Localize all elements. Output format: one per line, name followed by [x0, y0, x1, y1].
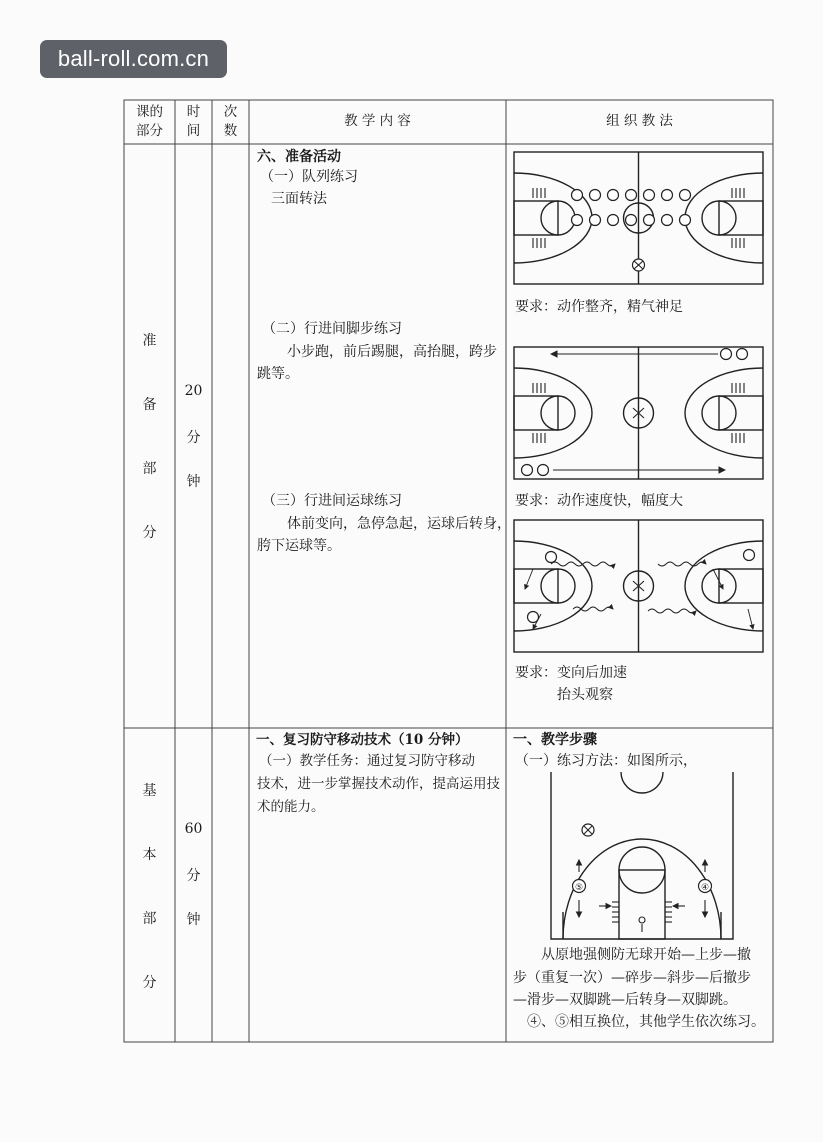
prep-item1: （一）队列练习	[260, 169, 358, 185]
watermark: ball-roll.com.cn	[40, 40, 227, 78]
prep-part-char: 备	[142, 397, 157, 413]
court-diagram-dribble	[513, 519, 764, 653]
prep-req1: 要求：动作整齐，精气神足	[515, 299, 683, 315]
header-time	[175, 103, 212, 141]
header-time-line1: 时	[186, 104, 201, 120]
prep-item3-line1: 体前变向，急停急起，运球后转身，	[287, 516, 511, 532]
basic-time-value: 60	[184, 821, 203, 837]
header-count-line1: 次	[223, 104, 238, 120]
prep-item1-detail: 三面转法	[271, 191, 327, 207]
half-court-diagram	[549, 772, 735, 940]
header-count-line2: 数	[223, 123, 238, 139]
basic-method-title: 一、教学步骤	[513, 732, 597, 748]
prep-part-char: 准	[142, 333, 157, 349]
prep-item2: （二）行进间脚步练习	[262, 321, 402, 337]
prep-item2-line2: 跳等。	[257, 366, 299, 382]
basic-method-sub: （一）练习方法：如图所示，	[515, 753, 697, 769]
basic-method-desc1: 从原地强侧防无球开始—上步—撤	[541, 947, 751, 963]
basic-method-desc4: ④、⑤相互换位，其他学生依次练习。	[527, 1014, 765, 1030]
prep-req3-line1: 要求：变向后加速	[515, 665, 627, 681]
prep-title: 六、准备活动	[257, 149, 341, 165]
basic-task-line2: 技术，进一步掌握技术动作，提高运用技	[257, 776, 500, 792]
prep-time-char: 分	[186, 430, 201, 446]
basic-method-desc3: —滑步—双脚跳—后转身—双脚跳。	[513, 992, 737, 1008]
header-time-line2: 间	[186, 123, 201, 139]
basic-title: 一、复习防守移动技术（10 分钟）	[256, 732, 469, 748]
header-method: 组 织 教 法	[606, 113, 673, 129]
basic-time-char: 分	[186, 868, 201, 884]
basic-method-desc2: 步（重复一次）—碎步—斜步—后撤步	[513, 970, 751, 986]
basic-part-char: 部	[142, 911, 157, 927]
header-part	[124, 103, 175, 141]
header-part-line2: 部分	[136, 123, 163, 139]
header-content: 教 学 内 容	[344, 113, 411, 129]
basic-part-char: 分	[142, 975, 157, 991]
header-count	[212, 103, 249, 141]
basic-time-char: 钟	[186, 912, 201, 928]
prep-item3: （三）行进间运球练习	[262, 493, 402, 509]
basic-part-char: 本	[142, 847, 157, 863]
basic-part-label	[124, 780, 175, 1000]
prep-part-char: 分	[142, 525, 157, 541]
prep-time-value: 20	[184, 383, 203, 399]
prep-part-char: 部	[142, 461, 157, 477]
prep-part-label	[124, 330, 175, 550]
header-part-line1: 课的	[136, 104, 163, 120]
basic-task-line1: （一）教学任务：通过复习防守移动	[259, 753, 475, 769]
basic-task-line3: 术的能力。	[257, 799, 325, 815]
player-4-label: ④	[700, 883, 710, 893]
court-diagram-formation	[513, 151, 764, 285]
prep-req2: 要求：动作速度快，幅度大	[515, 493, 683, 509]
player-5-label: ⑤	[574, 883, 584, 893]
prep-item2-line1: 小步跑，前后踢腿，高抬腿，跨步	[287, 344, 497, 360]
basic-part-char: 基	[142, 783, 157, 799]
prep-item3-line2: 胯下运球等。	[257, 538, 341, 554]
prep-time-char: 钟	[186, 474, 201, 490]
prep-time-label	[175, 383, 212, 503]
basic-time-label	[175, 821, 212, 941]
prep-req3-line2: 抬头观察	[557, 687, 613, 703]
court-diagram-footwork	[513, 346, 764, 480]
